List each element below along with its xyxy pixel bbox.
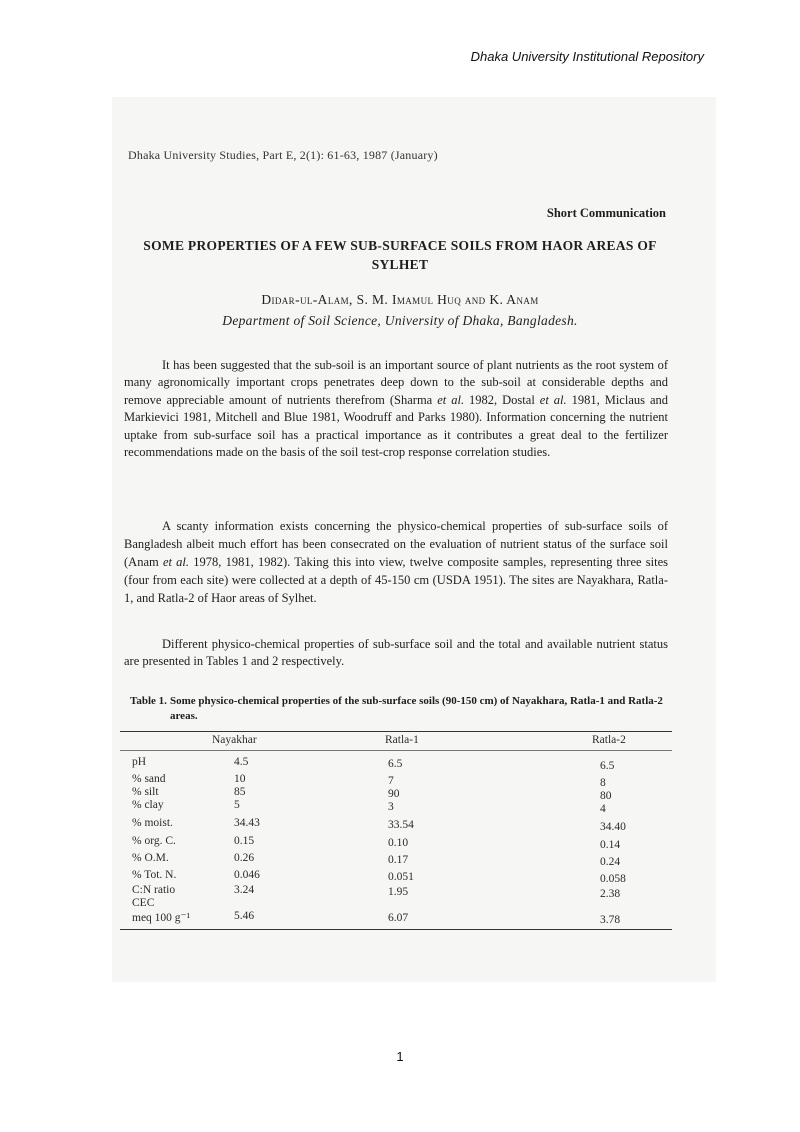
paragraph-2: A scanty information exists concerning the physico-chemical properties of sub-surface soils of Bangladesh albeit much effort has been consecrated on the evaluation of nutrient status of the surface soil (Anam et al. 1978, 1981, 1982). Taking this into view, twelve composite samples, representing three sites (four from each site) were collected at a depth of 45-150 cm (USDA 1951). The sites are Nayakhara, Ratla-1, and Ratla-2 of Haor areas of Sylhet. bbox=[124, 519, 668, 605]
row-label: % Tot. N. bbox=[132, 869, 177, 881]
paragraph-3: Different physico-chemical properties of sub-surface soil and the total and available nutrient status are presented in Tables 1 and 2 respectively. bbox=[124, 637, 668, 669]
table-cell: 34.43 bbox=[234, 817, 260, 829]
table-cell: 80 bbox=[600, 790, 612, 802]
table-cell: 5.46 bbox=[234, 910, 255, 922]
affiliation: Department of Soil Science, University of Dhaka, Bangladesh. bbox=[222, 313, 578, 328]
section-label: Short Communication bbox=[546, 206, 666, 220]
row-label: % silt bbox=[132, 786, 159, 798]
column-header-ratla-2: Ratla-2 bbox=[592, 734, 626, 746]
table-caption-label: Table 1. bbox=[130, 695, 167, 707]
table-cell: 0.10 bbox=[388, 837, 409, 849]
table-caption-text: Some physico-chemical properties of the sub-surface soils (90-150 cm) of Nayakhara, Ratla-1 and Ratla-2 areas. bbox=[170, 695, 663, 722]
table-cell: 4.5 bbox=[234, 756, 249, 768]
row-label: % clay bbox=[132, 799, 164, 811]
row-label: C:N ratio bbox=[132, 884, 176, 896]
row-label: % O.M. bbox=[132, 852, 169, 864]
table-cell: 0.058 bbox=[600, 873, 626, 885]
row-label: % moist. bbox=[132, 817, 173, 829]
table-cell: 6.5 bbox=[388, 758, 403, 770]
journal-citation: Dhaka University Studies, Part E, 2(1): 61-63, 1987 (January) bbox=[128, 148, 438, 162]
table-cell: 0.17 bbox=[388, 854, 409, 866]
table-cell: 4 bbox=[600, 803, 606, 815]
table-cell: 90 bbox=[388, 788, 400, 800]
authors: Didar-ul-Alam, S. M. Imamul Huq and K. Anam bbox=[261, 292, 539, 307]
table-cell: 0.24 bbox=[600, 856, 621, 868]
table-cell: 0.14 bbox=[600, 839, 621, 851]
row-label: pH bbox=[132, 756, 147, 768]
table-cell: 0.15 bbox=[234, 835, 255, 847]
table-cell: 3.24 bbox=[234, 884, 255, 896]
column-header-nayakhar: Nayakhar bbox=[212, 734, 257, 746]
table-cell: 1.95 bbox=[388, 886, 409, 898]
table-cell: 8 bbox=[600, 777, 606, 789]
table-cell: 0.26 bbox=[234, 852, 255, 864]
table-top-rule bbox=[120, 731, 672, 732]
article-title: SOME PROPERTIES OF A FEW SUB-SURFACE SOILS FROM HAOR AREAS OF SYLHET bbox=[143, 238, 657, 272]
table-cell: 0.051 bbox=[388, 871, 414, 883]
table-cell: 5 bbox=[234, 799, 240, 811]
row-label: % sand bbox=[132, 773, 166, 785]
et-al-italic: et al. bbox=[539, 392, 567, 407]
table-cell: 33.54 bbox=[388, 819, 414, 831]
table-cell: 85 bbox=[234, 786, 246, 798]
table-caption bbox=[130, 694, 665, 724]
table-cell: 0.046 bbox=[234, 869, 260, 881]
page-number: 1 bbox=[396, 1049, 404, 1064]
row-label: CEC bbox=[132, 897, 155, 909]
et-al-italic: et al. bbox=[437, 392, 465, 407]
table-cell: 34.40 bbox=[600, 821, 626, 833]
row-label: meq 100 g⁻¹ bbox=[132, 912, 191, 924]
table-cell: 3.78 bbox=[600, 914, 621, 926]
table-cell: 2.38 bbox=[600, 888, 621, 900]
table-header-rule bbox=[120, 750, 672, 751]
row-label: % org. C. bbox=[132, 835, 176, 847]
et-al-italic: et al. bbox=[162, 555, 190, 569]
column-header-ratla-1: Ratla-1 bbox=[385, 734, 419, 746]
repository-header: Dhaka University Institutional Repository bbox=[470, 49, 704, 64]
table-cell: 6.07 bbox=[388, 912, 409, 924]
paragraph-1: It has been suggested that the sub-soil is an important source of plant nutrients as the root system of many agronomically important crops penetrates deep down to the sub-soil at considerable depths and remove appreciable amount of nutrients therefrom (Sharma et al. 1982, Dostal et al. 1981, Miclaus and Markievici 1981, Mitchell and Blue 1981, Woodruff and Parks 1980). Information concerning the nutrient uptake from sub-surface soil has a practical importance as it contributes a great deal to the fertilizer recommendations made on the basis of the soil test-crop response correlation studies. bbox=[124, 358, 669, 460]
table-cell: 6.5 bbox=[600, 760, 615, 772]
table-cell: 7 bbox=[388, 775, 394, 787]
table-cell: 3 bbox=[388, 801, 394, 813]
table-cell: 10 bbox=[234, 773, 246, 785]
table-bottom-rule bbox=[120, 929, 672, 930]
